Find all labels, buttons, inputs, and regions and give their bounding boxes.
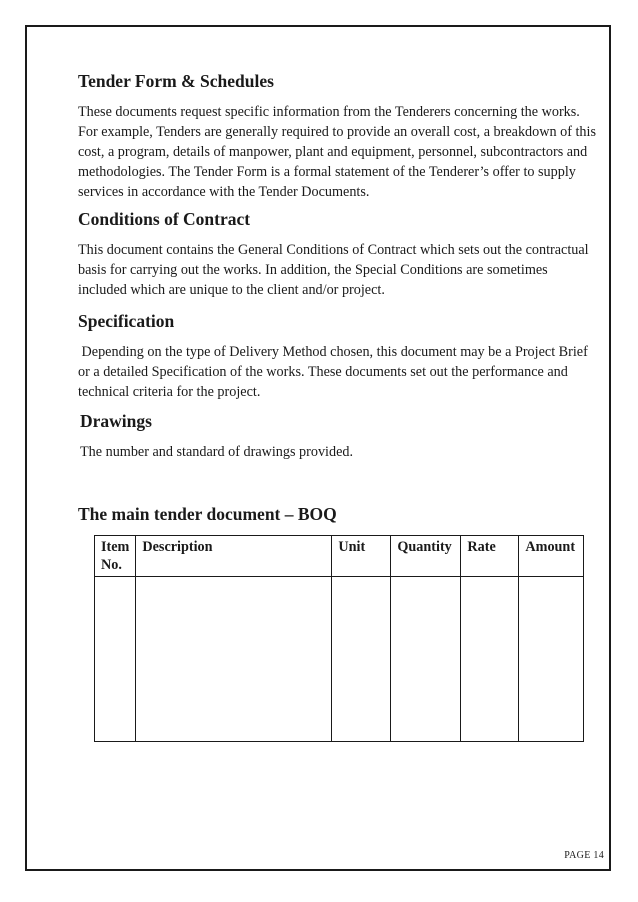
boq-header-quantity: Quantity bbox=[391, 536, 461, 577]
section-body-tender-form: These documents request specific information from the Tenderers concerning the works. For example, Tenders are generally required to provide an overall cost, a breakdown of this cost, a program, details of manpower, plant and equipment, personnel, subcontractors and methodologies. The Tender Form is a formal statement of the Tenderer’s offer to supply services in accordance with the Tender Documents. bbox=[78, 104, 596, 200]
section-body-drawings: The number and standard of drawings provided. bbox=[80, 444, 354, 460]
section-title-specification: Specification bbox=[78, 311, 175, 331]
boq-cell-item-no bbox=[95, 577, 136, 742]
section-body-conditions: This document contains the General Conditions of Contract which sets out the contractual basis for carrying out the works. In addition, the Special Conditions are sometimes included which are unique to the client and/or project. bbox=[78, 242, 589, 298]
boq-cell-rate bbox=[461, 577, 519, 742]
boq-header-description: Description bbox=[136, 536, 332, 577]
section-title-conditions: Conditions of Contract bbox=[78, 209, 251, 229]
boq-header-item-no: Item No. bbox=[95, 536, 136, 577]
boq-cell-unit bbox=[332, 577, 391, 742]
section-title-tender-form: Tender Form & Schedules bbox=[78, 71, 274, 91]
boq-header-row bbox=[95, 536, 584, 577]
boq-cell-quantity bbox=[391, 577, 461, 742]
boq-table bbox=[94, 535, 584, 742]
section-title-boq: The main tender document – BOQ bbox=[78, 504, 337, 524]
page-number: PAGE 14 bbox=[564, 850, 604, 861]
boq-header-unit: Unit bbox=[332, 536, 391, 577]
boq-header-amount: Amount bbox=[519, 536, 584, 577]
boq-cell-description bbox=[136, 577, 332, 742]
boq-cell-amount bbox=[519, 577, 584, 742]
boq-empty-row bbox=[95, 577, 584, 742]
section-title-drawings: Drawings bbox=[80, 411, 152, 431]
boq-header-rate: Rate bbox=[461, 536, 519, 577]
section-body-specification: Depending on the type of Delivery Method chosen, this document may be a Project Brief or a detailed Specification of the works. These documents set out the performance and technical criteria for the project. bbox=[78, 344, 592, 400]
